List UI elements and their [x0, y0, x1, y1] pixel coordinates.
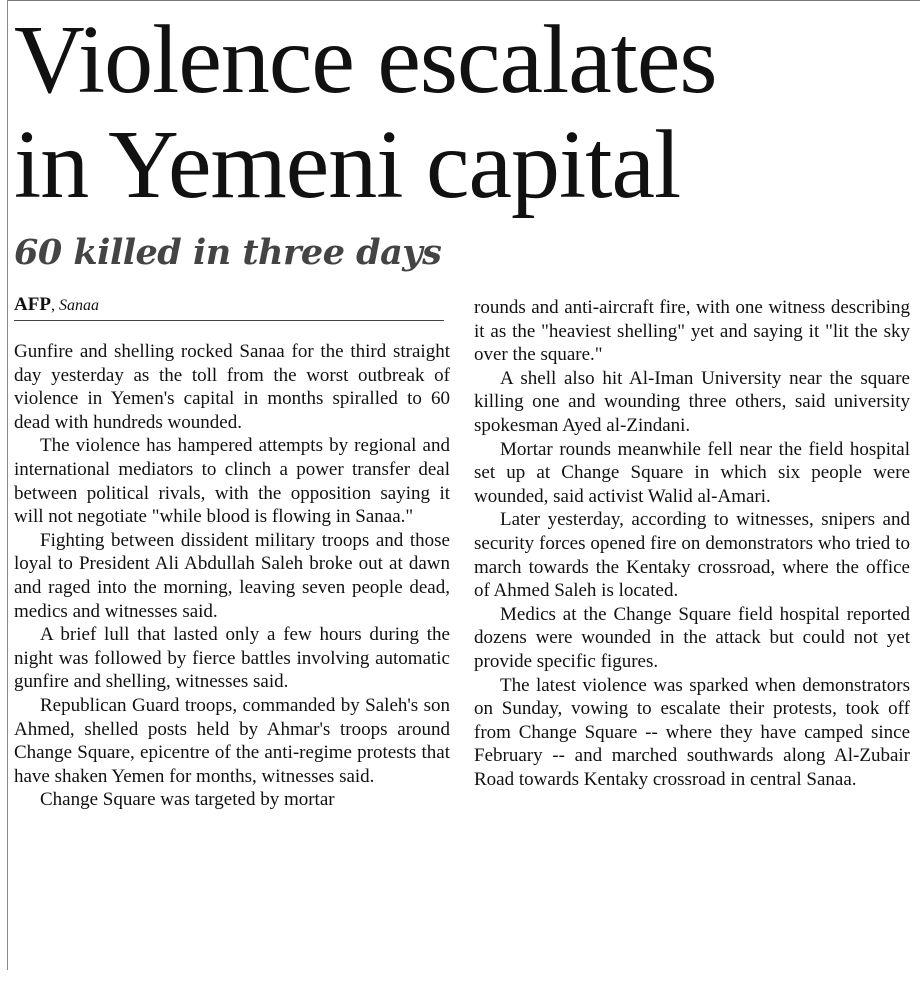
- top-rule: [8, 0, 920, 1]
- headline-line-2: in Yemeni capital: [14, 111, 681, 219]
- byline-agency: AFP: [14, 294, 51, 315]
- paragraph: The latest violence was sparked when demonstrators on Sunday, vowing to escalate their protests, took off from Change Square -- where they have camped since February -- and marched southwards along Al-Zubair Road towards Kentaky crossroad in central Sanaa.: [474, 674, 910, 790]
- headline: [14, 8, 914, 218]
- byline-dateline: Sanaa: [58, 297, 99, 314]
- paragraph: Later yesterday, according to witnesses, snipers and security forces opened fire on demonstrators who tried to march towards the Kentaky crossroad, where the office of Ahmed Saleh is located.: [474, 509, 910, 602]
- paragraph: A brief lull that lasted only a few hours during the night was followed by fierce battles involving automatic gunfire and shelling, witnesses said.: [14, 624, 450, 693]
- paragraph: Gunfire and shelling rocked Sanaa for the third straight day yesterday as the toll from the worst outbreak of violence in Yemen's capital in months spiralled to 60 dead with hundreds wounded.: [14, 341, 450, 433]
- paragraph: Change Square was targeted by mortar: [40, 789, 335, 811]
- paragraph: rounds and anti-aircraft fire, with one witness describing it as the "heaviest shelling" yet and saying it "lit the sky over the square.": [474, 297, 910, 366]
- paragraph: Republican Guard troops, commanded by Saleh's son Ahmed, shelled posts held by Ahmar's troops around Change Square, epicentre of the anti-regime protests that have shaken Yemen for months, witnesses said.: [14, 694, 450, 787]
- article-column-1: [14, 340, 450, 812]
- paragraph: The violence has hampered attempts by regional and international mediators to clinch a power transfer deal between political rivals, with the opposition saying it will not negotiate "while blood is flowing in Sanaa.": [14, 435, 450, 528]
- article-column-2: [474, 296, 910, 791]
- headline-line-1: Violence escalates: [14, 6, 717, 114]
- left-rule: [7, 0, 8, 970]
- subheadline: 60 killed in three days: [14, 232, 442, 273]
- paragraph: A shell also hit Al-Iman University near the square killing one and wounding three others, said university spokesman Ayed al-Zindani.: [474, 367, 910, 436]
- paragraph: Fighting between dissident military troops and those loyal to President Ali Abdullah Saleh broke out at dawn and raged into the morning, leaving seven people dead, medics and witnesses said.: [14, 529, 450, 622]
- paragraph: Mortar rounds meanwhile fell near the field hospital set up at Change Square in which six people were wounded, said activist Walid al-Amari.: [474, 438, 910, 507]
- byline: AFP, Sanaa: [14, 294, 444, 321]
- paragraph: Medics at the Change Square field hospital reported dozens were wounded in the attack but could not yet provide specific figures.: [474, 603, 910, 672]
